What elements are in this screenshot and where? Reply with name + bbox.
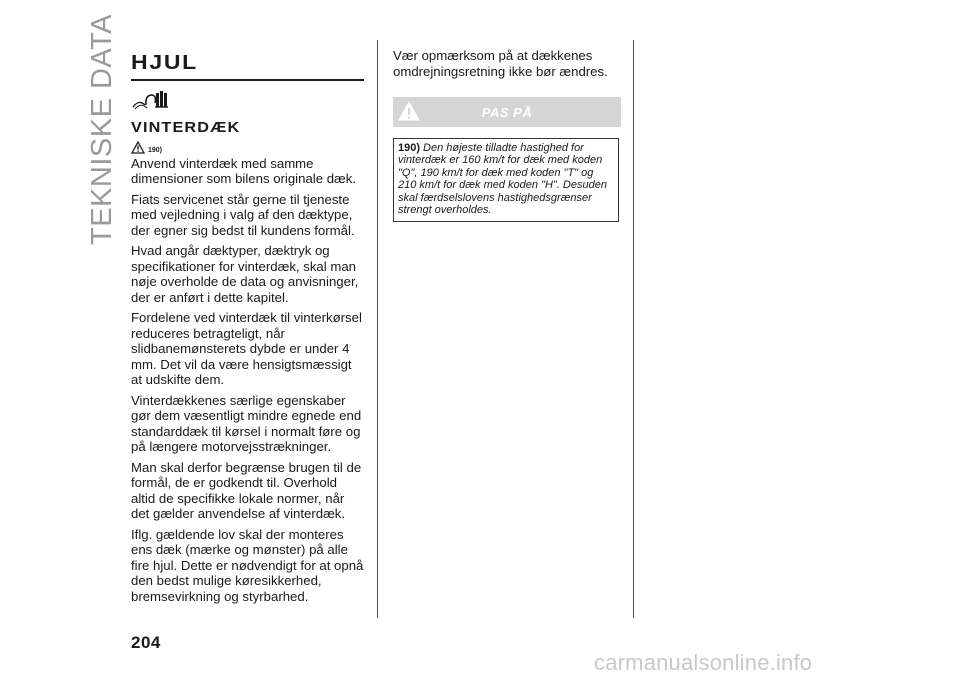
warning-reference-number: 190): [148, 146, 163, 154]
page-number: 204: [131, 633, 161, 652]
right-column: [393, 48, 621, 222]
caution-label: PAS PÅ: [481, 105, 533, 120]
note-number: 190): [398, 142, 421, 154]
title-rule: [131, 79, 364, 81]
paragraph: Fordelene ved vinterdæk til vinterkørsel reduceres betragteligt, når slidbanemønsterets dybde er under 4 mm. Det vil da være hensigtsmæssigt at udskifte dem.: [131, 310, 362, 387]
paragraph: Hvad angår dæktyper, dæktryk og specifikationer for vinterdæk, skal man nøje overholde de data og anvisninger, der er anført i dette kapitel.: [131, 243, 359, 305]
section-title: HJUL: [131, 52, 198, 74]
intro-paragraph: Vær opmærksom på at dækkenes omdrejningsretning ikke bør ændres.: [393, 48, 608, 79]
column-divider-right: [633, 40, 634, 618]
warning-reference: [131, 140, 364, 154]
paragraph: Man skal derfor begrænse brugen til de formål, de er godkendt til. Overhold altid de specifikke lokale normer, når det gælder anvendelse af vinterdæk.: [131, 459, 362, 521]
caution-note: [393, 138, 619, 222]
warning-triangle-icon: [131, 141, 145, 154]
caution-banner: [393, 97, 621, 127]
paragraph: Anvend vinterdæk med samme dimensioner som bilens originale dæk.: [131, 155, 357, 186]
chapter-side-title-text: TEKNISKE DATA: [86, 13, 118, 245]
paragraph: Iflg. gældende lov skal der monteres ens dæk (mærke og mønster) på alle fire hjul. Dette er nødvendigt for at opnå den bedst mulige køresikkerhed, bremsevirkning og styrbarhed.: [131, 526, 364, 604]
left-column: [131, 52, 364, 609]
subheading-winter-tires: VINTERDÆK: [131, 119, 241, 136]
note-text: Den højeste tilladte hastighed for vinterdæk er 160 km/t for dæk med koden "Q", 190 km/t for dæk med koden "T" og 210 km/t for dæk med koden "H". Desuden skal færdselslovens hastighedsgrænser strengt overholdes.: [398, 142, 607, 217]
watermark: carmanualsonline.info: [594, 650, 813, 675]
paragraph: Fiats servicenet står gerne til tjeneste med vejledning i valg af den dæktype, der egner sig bedst til kundens formål.: [131, 191, 355, 238]
chapter-side-title: [66, 13, 126, 340]
tire-icon: [131, 89, 169, 111]
paragraph: Vinterdækkenes særlige egenskaber gør dem væsentligt mindre egnede end standarddæk til kørsel i normalt føre og på længere motorvejsstrækninger.: [131, 392, 362, 454]
